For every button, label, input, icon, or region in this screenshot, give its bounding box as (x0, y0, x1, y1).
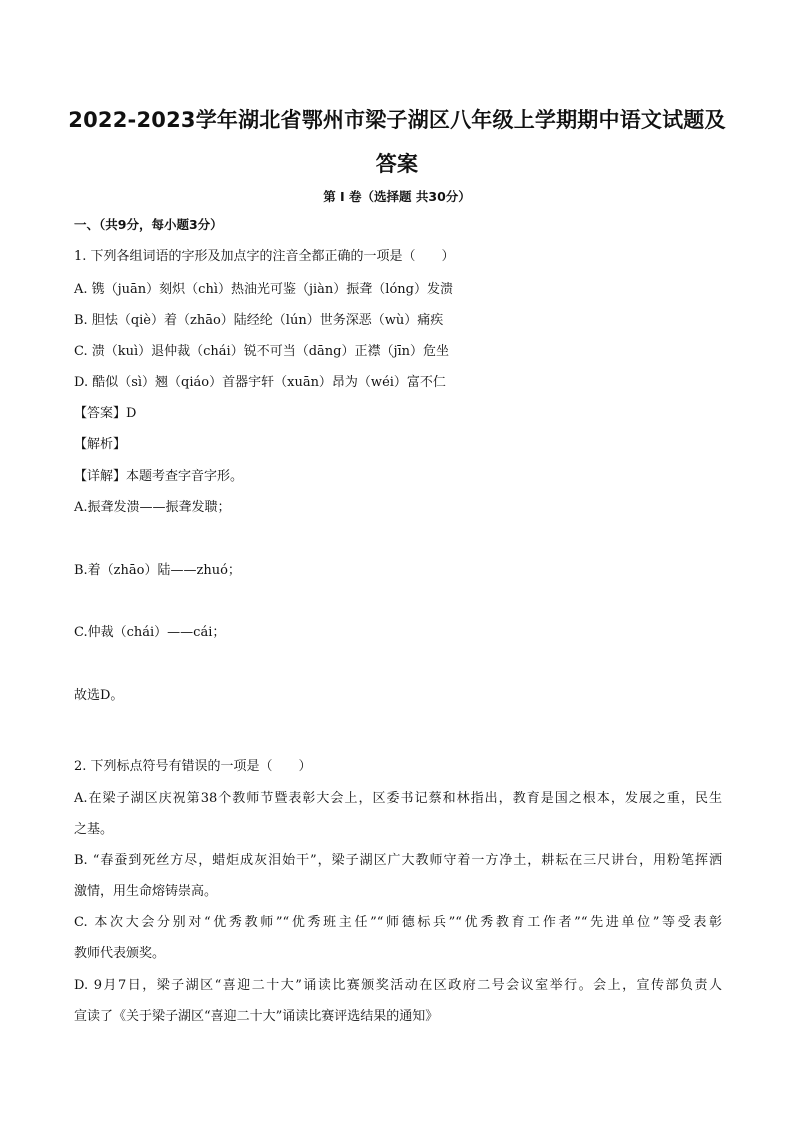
section-heading: 一、（共9分，每小题3分） (74, 217, 223, 232)
question-2-option-a-line1: A.在梁子湖区庆祝第38个教师节暨表彰大会上，区委书记蔡和林指出，教育是国之根本，发展之重，民生 (74, 791, 722, 806)
question-2-option-b-line1: B. “春蚕到死丝方尽，蜡炬成灰泪始干”，梁子湖区广大教师守着一方净土，耕耘在三尺讲台，用粉笔挥洒 (74, 853, 722, 868)
question-2-option-b-line2: 激情，用生命熔铸崇高。 (74, 884, 218, 899)
question-2-option-c-line2: 教师代表颁奖。 (74, 946, 166, 961)
analysis-label: 【解析】 (74, 437, 127, 452)
answer-label: 【答案】D (74, 406, 137, 421)
document-title-line2: 答案 (375, 152, 419, 176)
question-2-stem: 2. 下列标点符号有错误的一项是（ ） (74, 759, 312, 774)
conclusion: 故选D。 (74, 688, 124, 703)
question-2-option-d-line1: D. 9月7日，梁子湖区“喜迎二十大”诵读比赛颁奖活动在区政府二号会议室举行。会上，宣传部负责人 (74, 978, 722, 993)
note-a: A.振聋发溃——振聋发聩； (74, 500, 231, 515)
question-1-option-a: A. 镌（juān）刻炽（chì）热油光可鉴（jiàn）振聋（lóng）发溃 (74, 282, 453, 297)
question-2-option-c-line1: C. 本次大会分别对“优秀教师”“优秀班主任”“师德标兵”“优秀教育工作者”“先进单位”等受表彰 (74, 915, 722, 930)
question-1-option-c: C. 溃（kuì）退仲裁（chái）锐不可当（dāng）正襟（jīn）危坐 (74, 344, 450, 359)
volume-subtitle: 第 I 卷（选择题 共30分） (323, 189, 471, 204)
question-1-option-b: B. 胆怯（qiè）着（zhāo）陆经纶（lún）世务深恶（wù）痛疾 (74, 313, 444, 328)
question-1-option-d: D. 酷似（sì）翘（qiáo）首器宇轩（xuān）昂为（wéi）富不仁 (74, 375, 446, 390)
question-2-option-a-line2: 之基。 (74, 822, 114, 837)
question-2-option-d-line2: 宣读了《关于梁子湖区“喜迎二十大”诵读比赛评选结果的通知》 (74, 1009, 439, 1024)
detail-text: 【详解】本题考查字音字形。 (74, 469, 244, 484)
note-b: B.着（zhāo）陆——zhuó； (74, 563, 241, 578)
note-c: C.仲裁（chái）——cái； (74, 625, 226, 640)
question-1-stem: 1. 下列各组词语的字形及加点字的注音全都正确的一项是（ ） (74, 249, 455, 264)
document-title-line1: 2022-2023学年湖北省鄂州市梁子湖区八年级上学期期中语文试题及 (68, 108, 726, 132)
